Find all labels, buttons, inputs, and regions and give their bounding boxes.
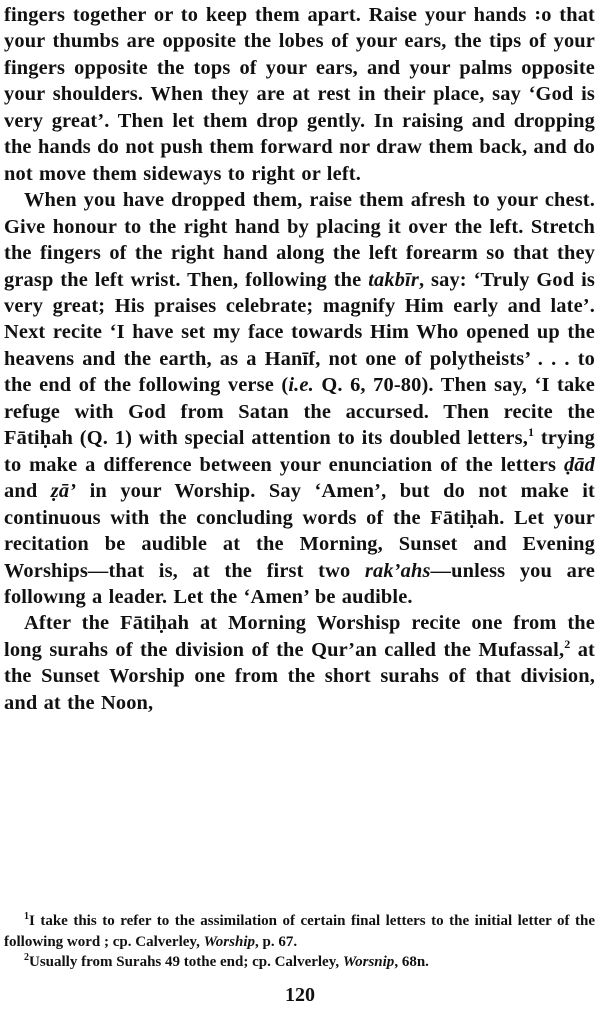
- footnote-marker: 2: [24, 952, 29, 963]
- body-text: [4, 2, 595, 716]
- text-run: —unless you are followıng a leader. Let the ‘Amen’ be audible.: [4, 559, 595, 608]
- text-run: Q. 6, 70-80). Then say, ‘I take refuge with God from Satan the accursed. Then recite the Fātiḥah (Q. 1) with special attention to its doubled letters,: [4, 374, 595, 450]
- italic-term: Worship: [203, 933, 255, 950]
- footnote: [4, 952, 595, 973]
- text-run: in your Worship. Say ‘Amen’, but do not make it continuous with the concluding words of the Fātiḥah. Let your recitation be audible at the Morning, Sunset and Evening Worships—that is, at the first two: [4, 480, 595, 582]
- text-run: at the Sunset Worship one from the short surahs of that division, and at the Noon,: [4, 638, 595, 714]
- italic-term: ḍād: [563, 453, 595, 476]
- paragraph: [4, 610, 595, 716]
- italic-term: takbīr: [368, 268, 419, 291]
- text-run: , p. 67.: [255, 933, 298, 950]
- footnote-marker: 2: [564, 637, 571, 652]
- italic-term: ẓā’: [50, 480, 77, 503]
- page-number: 120: [285, 984, 315, 1006]
- text-run: and: [4, 480, 51, 503]
- text-run: , 68n.: [394, 954, 429, 970]
- text-run: fingers together or to keep them apart. Raise your hands ꞉o that your thumbs are opposite the lobes of your ears, the tips of your fingers opposite the tops of your ears, and your palms opposite your shoulders. When they are at rest in their place, say ‘God is very great’. Then let them drop gently. In raising and dropping the hands do not push them forward nor draw them back, and do not move them sideways to right or left.: [4, 4, 595, 185]
- footnote: [4, 911, 595, 952]
- italic-term: Worsnip: [342, 954, 395, 970]
- paragraph: [4, 187, 595, 610]
- text-run: After the Fātiḥah at Morning Worshisp recite one from the long surahs of the division of the Qur’an called the Mufassal,: [4, 612, 595, 661]
- footnotes: [4, 911, 595, 973]
- italic-term: i.e.: [288, 374, 314, 397]
- paragraph: [4, 2, 595, 187]
- text-run: I take this to refer to the assimilation of certain final letters to the initial letter of the following word ; cp. Calverley,: [4, 913, 595, 950]
- footnote-marker: 1: [527, 425, 535, 440]
- text-run: , say: ‘Truly God is very great; His praises celebrate; magnify Him early and late’. Next recite ‘I have set my face towards Him Who opened up the heavens and the earth, as a Hanīf, not one of polytheists’ . . . to the end of the following verse (: [4, 268, 595, 397]
- text-run: When you have dropped them, raise them afresh to your chest. Give honour to the right hand by placing it over the left. Stretch the fingers of the right hand along the left forearm so that they grasp the left wrist. Then, following the: [4, 189, 595, 291]
- footnote-marker: 1: [24, 911, 29, 922]
- text-run: Usually from Surahs 49 tothe end; cp. Calverley,: [29, 954, 343, 970]
- text-run: trying to make a difference between your enunciation of the letters: [4, 427, 595, 476]
- italic-term: rak’ahs: [364, 559, 431, 582]
